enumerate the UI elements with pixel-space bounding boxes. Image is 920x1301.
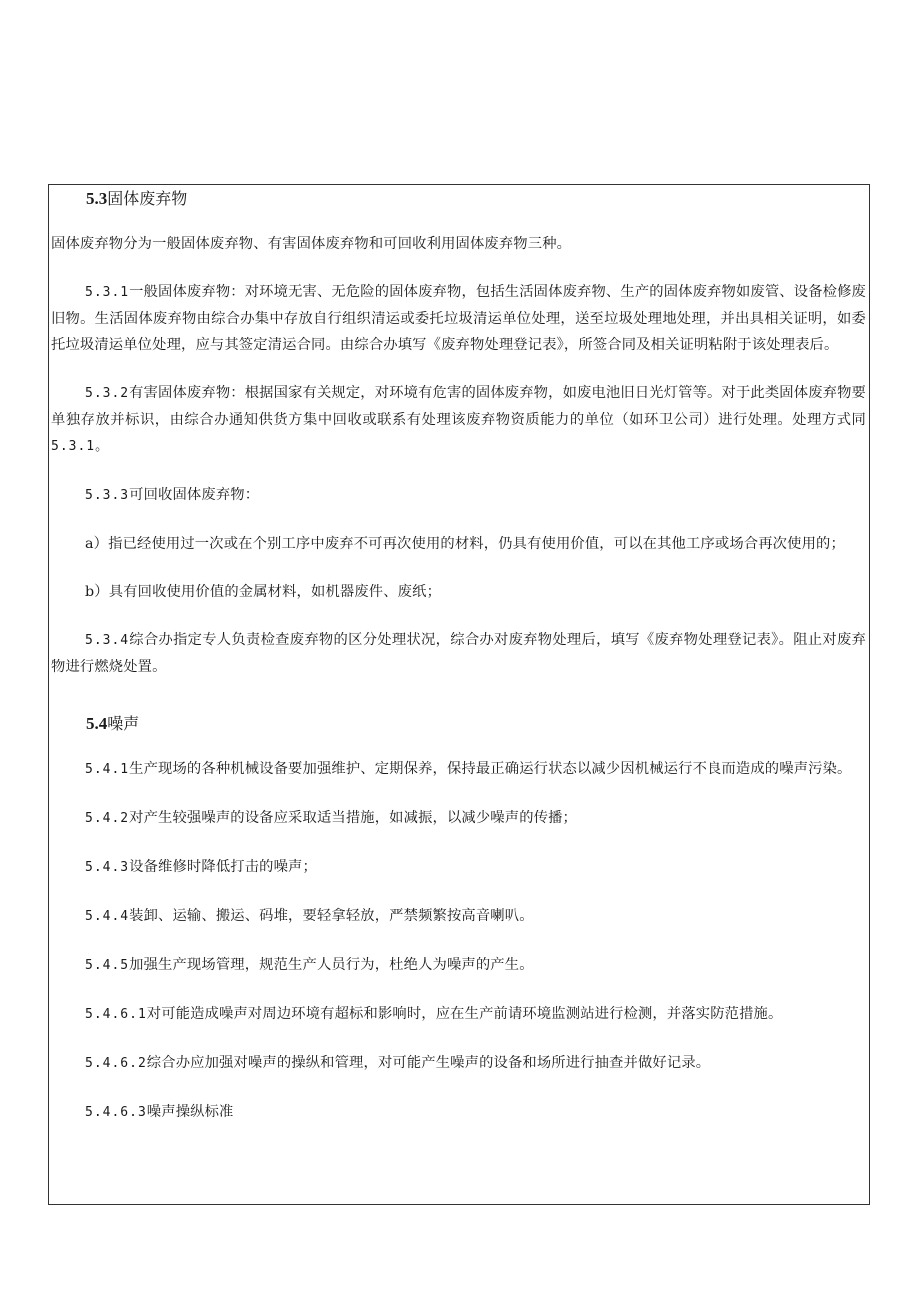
clause-text: 综合办指定专人负责检查废弃物的区分处理状况，综合办对废弃物处理后，填写《废弃物处理登记表》。阻止对废弃物进行燃烧处置。 [51, 632, 866, 675]
clause-text: 综合办应加强对噪声的操纵和管理，对可能产生噪声的设备和场所进行抽查并做好记录。 [146, 1055, 711, 1071]
paragraph-5-4-6-3 [51, 1099, 866, 1126]
section-heading-5-4 [51, 712, 866, 736]
clause-text: 对产生较强噪声的设备应采取适当措施，如减振，以减少噪声的传播； [129, 810, 577, 826]
paragraph-5-3-1 [51, 279, 866, 358]
clause-number: 5.4.6.2 [85, 1056, 147, 1071]
clause-reference: 5.3.1。 [51, 439, 110, 454]
paragraph-intro: 固体废弃物分为一般固体废弃物、有害固体废弃物和可回收利用固体废弃物三种。 [51, 236, 572, 252]
section-title: 噪声 [107, 714, 140, 733]
clause-text: 有害固体废弃物：根据国家有关规定，对环境有危害的固体废弃物，如废电池旧日光灯管等。对于此类固体废弃物要单独存放并标识，由综合办通知供货方集中回收或联系有处理该废弃物资质能力的单位（如环卫公司）进行处理。处理方式同 [51, 385, 866, 428]
clause-text: 噪声操纵标准 [146, 1104, 234, 1120]
paragraph-5-4-2 [51, 805, 866, 832]
clause-number: 5.4.1 [85, 762, 130, 777]
clause-number: 5.3.2 [85, 386, 130, 401]
paragraph-5-4-6-2 [51, 1050, 866, 1077]
paragraph-5-3-2 [51, 380, 866, 460]
clause-text: 一般固体废弃物：对环境无害、无危险的固体废弃物，包括生活固体废弃物、生产的固体废弃物如废管、设备检修废旧物。生活固体废弃物由综合办集中存放自行组织清运或委托垃圾清运单位处理，送至垃圾处理地处理，并出具相关证明，如委托垃圾清运单位处理，应与其签定清运合同。由综合办填写《废弃物处理登记表》，所签合同及相关证明粘附于该处理表后。 [51, 284, 866, 353]
section-number: 5.3 [86, 189, 108, 208]
clause-number: 5.4.2 [85, 811, 130, 826]
clause-number: 5.3.3 [85, 488, 130, 503]
section-title: 固体废弃物 [107, 189, 188, 208]
clause-text: 装卸、运输、搬运、码堆，要轻拿轻放，严禁频繁按高音喇叭。 [129, 908, 534, 924]
paragraph-5-4-3 [51, 854, 866, 881]
list-item-b: b）具有回收使用价值的金属材料，如机器废件、废纸； [85, 584, 442, 600]
clause-number: 5.3.4 [85, 633, 130, 648]
paragraph-5-4-4 [51, 903, 866, 930]
clause-number: 5.4.6.1 [85, 1007, 147, 1022]
clause-number: 5.4.4 [85, 909, 130, 924]
clause-text: 设备维修时降低打击的噪声； [129, 859, 317, 875]
clause-text: 可回收固体废弃物： [129, 487, 260, 503]
clause-number: 5.4.6.3 [85, 1105, 147, 1120]
paragraph-5-3-4 [51, 627, 866, 680]
paragraph-5-4-6-1 [51, 1001, 866, 1028]
clause-text: 加强生产现场管理，规范生产人员行为，杜绝人为噪声的产生。 [129, 957, 534, 973]
paragraph-5-3-3 [51, 482, 866, 509]
paragraph-5-4-1 [51, 756, 866, 783]
clause-number: 5.4.5 [85, 958, 130, 973]
clause-text: 生产现场的各种机械设备要加强维护、定期保养，保持最正确运行状态以减少因机械运行不良而造成的噪声污染。 [129, 761, 852, 777]
document-frame [48, 184, 870, 1205]
list-item-a: a）指已经使用过一次或在个别工序中废弃不可再次使用的材料，仍具有使用价值，可以在其他工序或场合再次使用的； [85, 536, 845, 552]
clause-number: 5.3.1 [85, 285, 130, 300]
section-heading-5-3 [51, 187, 866, 211]
clause-text: 对可能造成噪声对周边环境有超标和影响时，应在生产前请环境监测站进行检测，并落实防范措施。 [146, 1006, 783, 1022]
section-number: 5.4 [86, 714, 108, 733]
clause-number: 5.4.3 [85, 860, 130, 875]
paragraph-5-4-5 [51, 952, 866, 979]
